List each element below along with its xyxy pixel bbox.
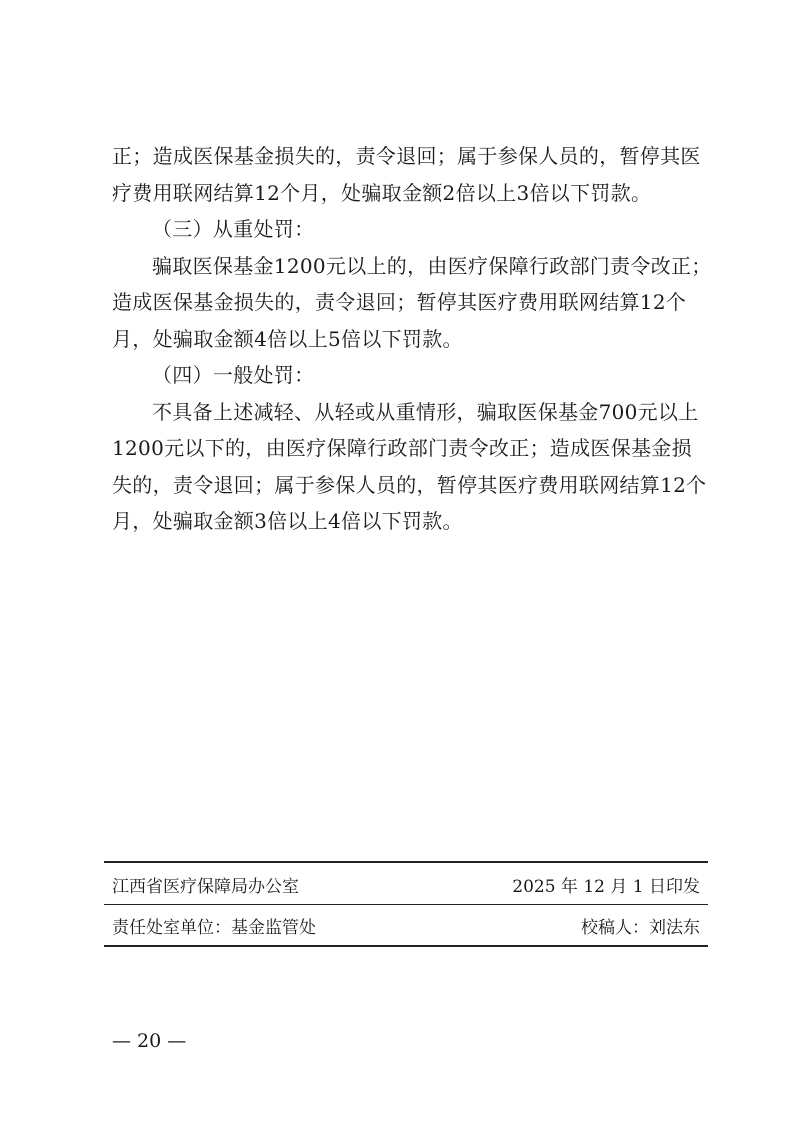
- issue-date: 2025 年 12 月 1 日印发: [512, 877, 700, 897]
- paragraph-heavier-penalty: 骗取医保基金1200元以上的，由医疗保障行政部门责令改正；造成医保基金损失的，责令退回；暂停其医疗费用联网结算12个月，处骗取金额4倍以上5倍以下罚款。: [112, 253, 712, 351]
- page-number: — 20 —: [112, 1030, 187, 1052]
- proofreader: 校稿人：刘法东: [581, 918, 700, 938]
- section-heading-general-penalty: （四）一般处罚：: [152, 363, 315, 387]
- footer-top-rule: [104, 861, 708, 863]
- document-body: [112, 138, 712, 540]
- footer-middle-rule: [104, 904, 708, 905]
- footer-issue-row: [112, 872, 700, 897]
- issuer-name: 江西省医疗保障局办公室: [112, 877, 299, 897]
- responsible-unit: 责任处室单位：基金监管处: [112, 918, 316, 938]
- footer-responsibility-row: [112, 913, 700, 938]
- paragraph-general-penalty: 不具备上述减轻、从轻或从重情形，骗取医保基金700元以上1200元以下的，由医疗保障行政部门责令改正；造成医保基金损失的，责令退回；属于参保人员的，暂停其医疗费用联网结算12个月，处骗取金额3倍以上4倍以下罚款。: [112, 399, 707, 533]
- footer-bottom-rule: [104, 945, 708, 947]
- paragraph-continuation: 正；造成医保基金损失的，责令退回；属于参保人员的，暂停其医疗费用联网结算12个月，处骗取金额2倍以上3倍以下罚款。: [112, 144, 701, 205]
- section-heading-heavier-penalty: （三）从重处罚：: [152, 217, 315, 241]
